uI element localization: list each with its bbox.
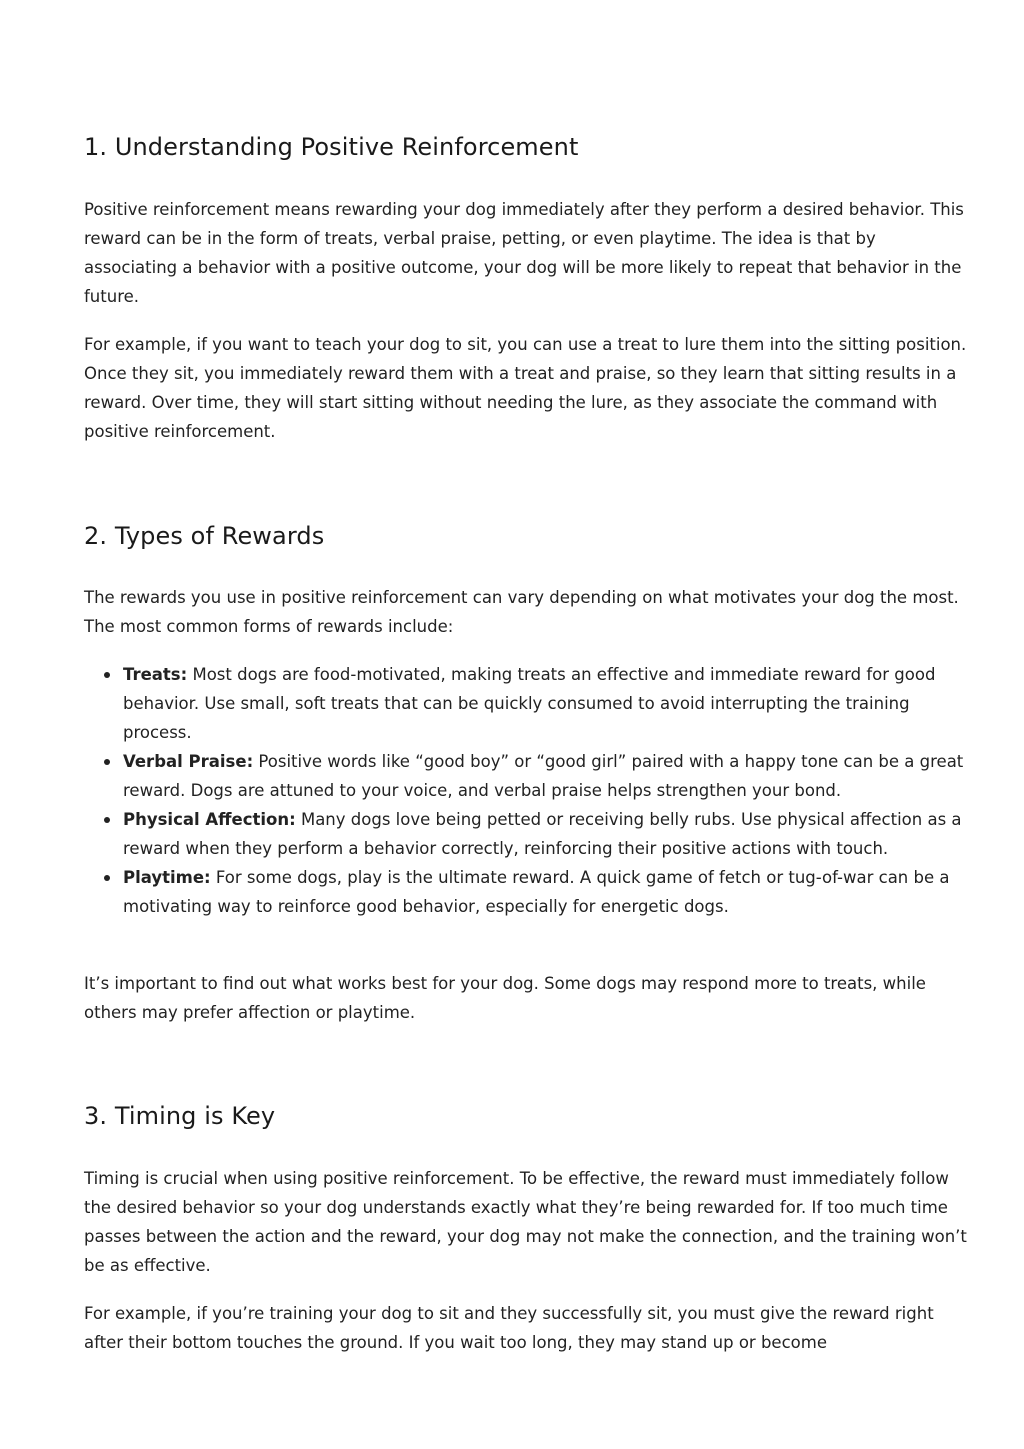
paragraph: The rewards you use in positive reinforcement can vary depending on what motivates your dog the most. The most common forms of rewards include: [84, 588, 959, 636]
list-item-text: For some dogs, play is the ultimate reward. A quick game of fetch or tug-of-war can be a motivating way to reinforce good behavior, especially for energetic dogs. [123, 868, 950, 916]
list-item-label: Treats: [123, 665, 188, 684]
list-item-label: Playtime: [123, 868, 211, 887]
bullet-icon [104, 672, 110, 678]
list-item-text: Positive words like “good boy” or “good girl” paired with a happy tone can be a great reward. Dogs are attuned to your voice, and verbal praise helps strengthen your bond. [123, 752, 964, 800]
section-heading: 1. Understanding Positive Reinforcement [84, 133, 579, 161]
list-item-text: Many dogs love being petted or receiving belly rubs. Use physical affection as a reward when they perform a behavior correctly, reinforcing their positive actions with touch. [123, 810, 962, 858]
list-item [84, 863, 974, 921]
list-item-label: Physical Affection: [123, 810, 296, 829]
bullet-icon [104, 759, 110, 765]
paragraph: For example, if you’re training your dog to sit and they successfully sit, you must give the reward right after their bottom touches the ground. If you wait too long, they may stand up or become [84, 1304, 934, 1352]
list-item-label: Verbal Praise: [123, 752, 254, 771]
paragraph: It’s important to find out what works best for your dog. Some dogs may respond more to treats, while others may prefer affection or playtime. [84, 974, 926, 1022]
section-heading: 3. Timing is Key [84, 1102, 276, 1130]
list-item-text: Most dogs are food-motivated, making treats an effective and immediate reward for good behavior. Use small, soft treats that can be quickly consumed to avoid interrupting the training process. [123, 665, 936, 742]
bullet-icon [104, 817, 110, 823]
bullet-icon [104, 875, 110, 881]
list-item [84, 747, 974, 805]
list-item [84, 660, 974, 747]
paragraph: For example, if you want to teach your dog to sit, you can use a treat to lure them into the sitting position. Once they sit, you immediately reward them with a treat and praise, so they learn that sitting results in a reward. Over time, they will start sitting without needing the lure, as they associate the command with positive reinforcement. [84, 335, 967, 441]
list-item [84, 805, 974, 863]
section-heading: 2. Types of Rewards [84, 522, 325, 550]
rewards-list [84, 660, 974, 921]
paragraph: Timing is crucial when using positive reinforcement. To be effective, the reward must immediately follow the desired behavior so your dog understands exactly what they’re being rewarded for. If too much time passes between the action and the reward, your dog may not make the connection, and the training won’t be as effective. [84, 1169, 967, 1275]
paragraph: Positive reinforcement means rewarding your dog immediately after they perform a desired behavior. This reward can be in the form of treats, verbal praise, petting, or even playtime. The idea is that by associating a behavior with a positive outcome, your dog will be more likely to repeat that behavior in the future. [84, 200, 964, 306]
